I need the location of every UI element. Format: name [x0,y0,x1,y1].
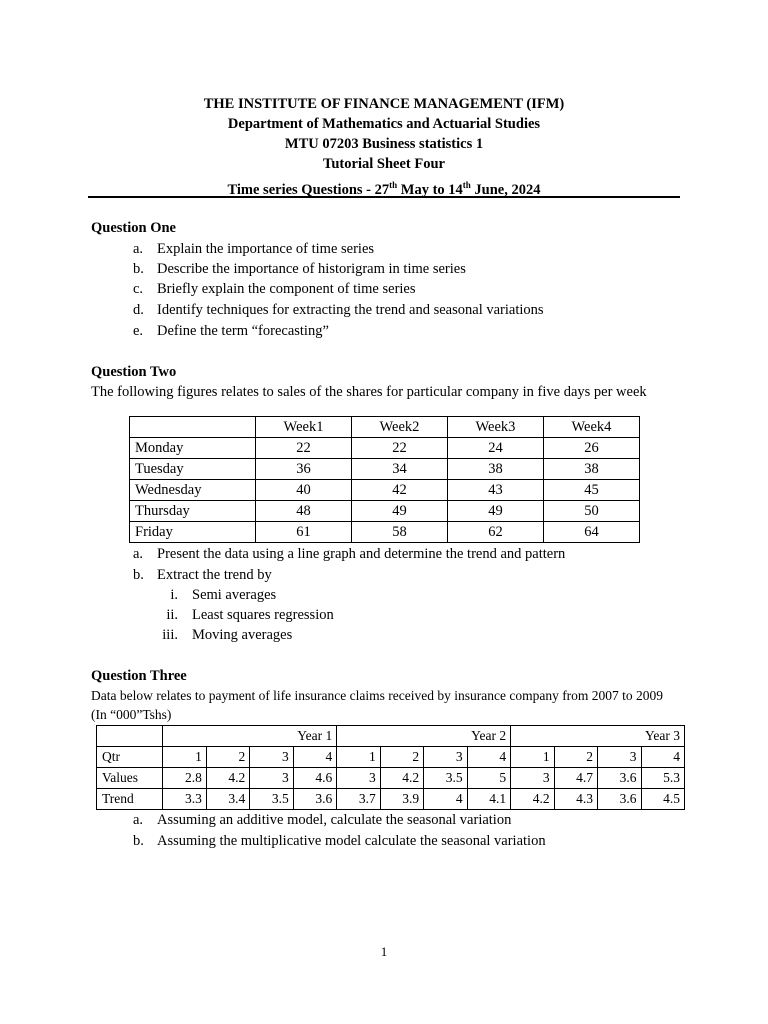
department-title: Department of Mathematics and Actuarial Studies [227,116,541,132]
table-cell: 22 [256,438,352,459]
table-cell: 2 [206,747,249,768]
table-cell: 49 [447,501,543,522]
q2-subitem: i. Semi averages [170,587,277,603]
row-label: Trend [97,789,163,810]
table-cell: 4.3 [554,789,597,810]
table-row [130,459,640,480]
claims-table [96,725,685,810]
table-row [130,522,640,543]
row-label: Monday [130,438,256,459]
table-cell: 4.5 [641,789,685,810]
q1-item: e. Define the term “forecasting” [133,323,329,339]
table-row [130,438,640,459]
institute-title: THE INSTITUTE OF FINANCE MANAGEMENT (IFM) [203,96,565,112]
table-cell: 26 [543,438,639,459]
q1-item: d. Identify techniques for extracting the trend and seasonal variations [133,302,544,318]
table-row [130,480,640,501]
table-cell: 22 [352,438,448,459]
q2-subitem: iii. Moving averages [162,627,293,643]
table-cell: 5 [467,768,510,789]
q3-item: b. Assuming the multiplicative model calculate the seasonal variation [133,833,546,849]
table-cell: 64 [543,522,639,543]
q1-item: a. Explain the importance of time series [133,241,375,257]
q2-item: a. Present the data using a line graph and determine the trend and pattern [133,546,566,562]
table-cell: 5.3 [641,768,685,789]
table-cell: 3.5 [250,789,293,810]
sheet-title: Tutorial Sheet Four [323,156,445,172]
table-cell: 34 [352,459,448,480]
table-cell: 4 [467,747,510,768]
table-cell: 4 [293,747,336,768]
row-label: Qtr [97,747,163,768]
table-cell: 4.2 [511,789,554,810]
table-cell: 3 [250,747,293,768]
year-header-row [97,726,685,747]
table-cell: 3 [250,768,293,789]
table-cell: 50 [543,501,639,522]
table-cell: 62 [447,522,543,543]
table-cell: 3.6 [293,789,336,810]
q1-item: b. Describe the importance of historigram in time series [133,261,466,277]
table-cell: 3 [337,768,380,789]
table-cell: 3.5 [424,768,467,789]
table-cell: 40 [256,480,352,501]
table-cell: 3.6 [598,789,641,810]
table-cell: 3 [511,768,554,789]
table-cell: 38 [447,459,543,480]
table-cell: 1 [337,747,380,768]
table-cell: 4.2 [380,768,423,789]
table-cell: 1 [511,747,554,768]
table-cell: 49 [352,501,448,522]
q1-item: c. Briefly explain the component of time series [133,281,416,297]
table-cell: 24 [447,438,543,459]
table-cell: 61 [256,522,352,543]
table-header-cell: Week2 [352,417,448,438]
table-cell: 45 [543,480,639,501]
q3-item: a. Assuming an additive model, calculate the seasonal variation [133,812,512,828]
table-cell: 4 [424,789,467,810]
table-header-cell: Week1 [256,417,352,438]
table-cell: 42 [352,480,448,501]
q3-intro-unit: (In “000”Tshs) [91,707,172,722]
table-row [97,768,685,789]
table-cell: 48 [256,501,352,522]
table-cell: 3.3 [163,789,206,810]
table-cell: 3.7 [337,789,380,810]
sales-table [129,416,640,543]
table-cell: 2 [380,747,423,768]
table-cell: 43 [447,480,543,501]
table-cell: 3.9 [380,789,423,810]
table-cell [97,726,163,747]
table-row [97,747,685,768]
row-label: Tuesday [130,459,256,480]
table-cell: 4.1 [467,789,510,810]
table-cell: 58 [352,522,448,543]
table-cell: 1 [163,747,206,768]
table-cell: 3 [598,747,641,768]
table-cell: 36 [256,459,352,480]
table-cell: 4.7 [554,768,597,789]
page-number: 1 [380,944,388,959]
table-header-cell: Week3 [447,417,543,438]
q2-item: b. Extract the trend by [133,567,272,583]
table-cell: 2.8 [163,768,206,789]
row-label: Thursday [130,501,256,522]
table-cell: 38 [543,459,639,480]
table-row [130,501,640,522]
row-label: Wednesday [130,480,256,501]
year-header: Year 3 [511,726,685,747]
table-cell: 4 [641,747,685,768]
year-header: Year 2 [337,726,511,747]
q2-title: Question Two [91,364,177,380]
q2-intro: The following figures relates to sales of the shares for particular company in five days per week [91,384,647,400]
q3-intro: Data below relates to payment of life insurance claims received by insurance company from 2007 to 2009 [91,688,664,703]
year-header: Year 1 [163,726,337,747]
table-cell [130,417,256,438]
course-title: MTU 07203 Business statistics 1 [284,136,484,152]
table-cell: 3.6 [598,768,641,789]
table-cell: 2 [554,747,597,768]
header-rule [88,196,680,198]
q3-title: Question Three [91,668,187,684]
table-cell: 4.2 [206,768,249,789]
row-label: Friday [130,522,256,543]
table-cell: 3 [424,747,467,768]
q1-title: Question One [91,220,176,236]
q2-subitem: ii. Least squares regression [166,607,334,623]
table-header-cell: Week4 [543,417,639,438]
row-label: Values [97,768,163,789]
table-cell: 3.4 [206,789,249,810]
table-row [97,789,685,810]
date-line: Time series Questions - 27th May to 14th June, 2024 [227,180,541,198]
table-header-row [130,417,640,438]
table-cell: 4.6 [293,768,336,789]
